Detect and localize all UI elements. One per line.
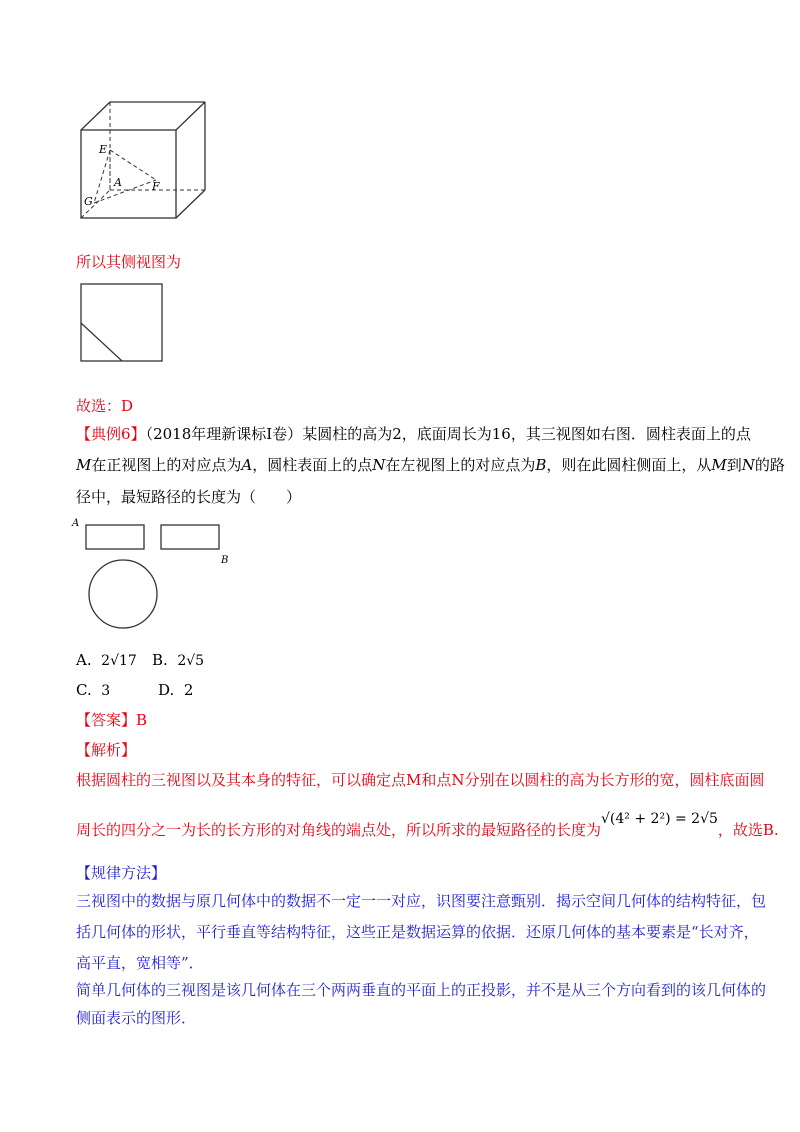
example-text-b: ，圆柱表面上的点: [252, 456, 373, 474]
method-line-5: 侧面表示的图形．: [76, 1009, 197, 1027]
analysis-conclusion: ，故选B.: [717, 821, 779, 839]
example-tag-close: 】: [130, 425, 146, 443]
option-C: [76, 680, 110, 701]
example-text-d: ，则在此圆柱侧面上，从: [546, 456, 712, 474]
option-A: [76, 650, 137, 671]
side-view-figure: [80, 283, 164, 363]
option-A-label: A.: [76, 651, 92, 669]
option-D-label: D.: [158, 681, 175, 699]
example-text-c: 在左视图上的对应点为: [385, 456, 536, 474]
option-C-value: 3: [101, 683, 111, 699]
point-B: B: [535, 456, 547, 474]
answer-prev: 故选：D: [76, 397, 134, 415]
cube-figure: [80, 100, 210, 225]
example-line-2: [76, 455, 785, 475]
answer-value: B: [136, 711, 148, 729]
example-source: （2018年理新课标Ⅰ卷）: [145, 425, 303, 443]
point-A: A: [241, 456, 253, 474]
point-M: M: [76, 456, 92, 474]
method-line-3: 高平直，宽相等”．: [76, 954, 204, 972]
example-text-e: 到: [726, 456, 742, 474]
method-line-1: 三视图中的数据与原几何体中的数据不一定一一对应，识图要注意甄别．揭示空间几何体的结构特征，包: [76, 892, 767, 910]
label-E: E: [99, 143, 108, 156]
example-text: 某圆柱的高为2，底面周长为16，其三视图如右图．圆柱表面上的点: [302, 425, 751, 443]
option-B: [152, 650, 204, 671]
example-line-1: [76, 424, 751, 444]
option-B-value: 2√5: [177, 653, 205, 669]
point-N: N: [372, 456, 386, 474]
three-view-figure: [70, 515, 235, 630]
answer: [76, 710, 147, 730]
example-tag-open: 【: [76, 425, 92, 443]
option-A-value: 2√17: [101, 653, 137, 669]
view-label-A: A: [72, 518, 80, 529]
side-view-caption: 所以其侧视图为: [76, 253, 182, 271]
answer-label: 【答案】: [76, 711, 137, 729]
analysis-text: 周长的四分之一为长的长方形的对角线的端点处，所以所求的最短路径的长度为: [76, 821, 602, 839]
method-label: 【规律方法】: [76, 864, 167, 882]
view-label-B: B: [221, 555, 229, 566]
option-D: [158, 680, 193, 700]
analysis-formula: √(4² + 2²) = 2√5: [601, 811, 718, 827]
label-F: F: [152, 180, 160, 193]
option-C-label: C.: [76, 681, 92, 699]
method-line-2: 括几何体的形状，平行垂直等结构特征，这些正是数据运算的依据．还原几何体的基本要素是“长对齐，: [76, 923, 759, 941]
label-G: G: [84, 195, 93, 208]
option-B-label: B.: [152, 651, 168, 669]
example-text-f: 的路: [754, 456, 785, 474]
point-N2: N: [741, 456, 755, 474]
option-D-value: 2: [183, 681, 194, 699]
analysis-label: 【解析】: [76, 741, 137, 759]
method-line-4: 简单几何体的三视图是该几何体在三个两两垂直的平面上的正投影，并不是从三个方向看到的该几何体的: [76, 981, 767, 999]
example-line-3: 径中，最短路径的长度为（ ）: [76, 488, 302, 506]
example-text-a: 在正视图上的对应点为: [91, 456, 242, 474]
point-M2: M: [711, 456, 727, 474]
label-A: A: [114, 176, 122, 189]
analysis-line-2: [76, 811, 779, 841]
example-tag-name: 典例6: [91, 425, 131, 443]
analysis-line-1: 根据圆柱的三视图以及其本身的特征，可以确定点M和点N分别在以圆柱的高为长方形的宽，圆柱底面圆: [76, 771, 765, 789]
